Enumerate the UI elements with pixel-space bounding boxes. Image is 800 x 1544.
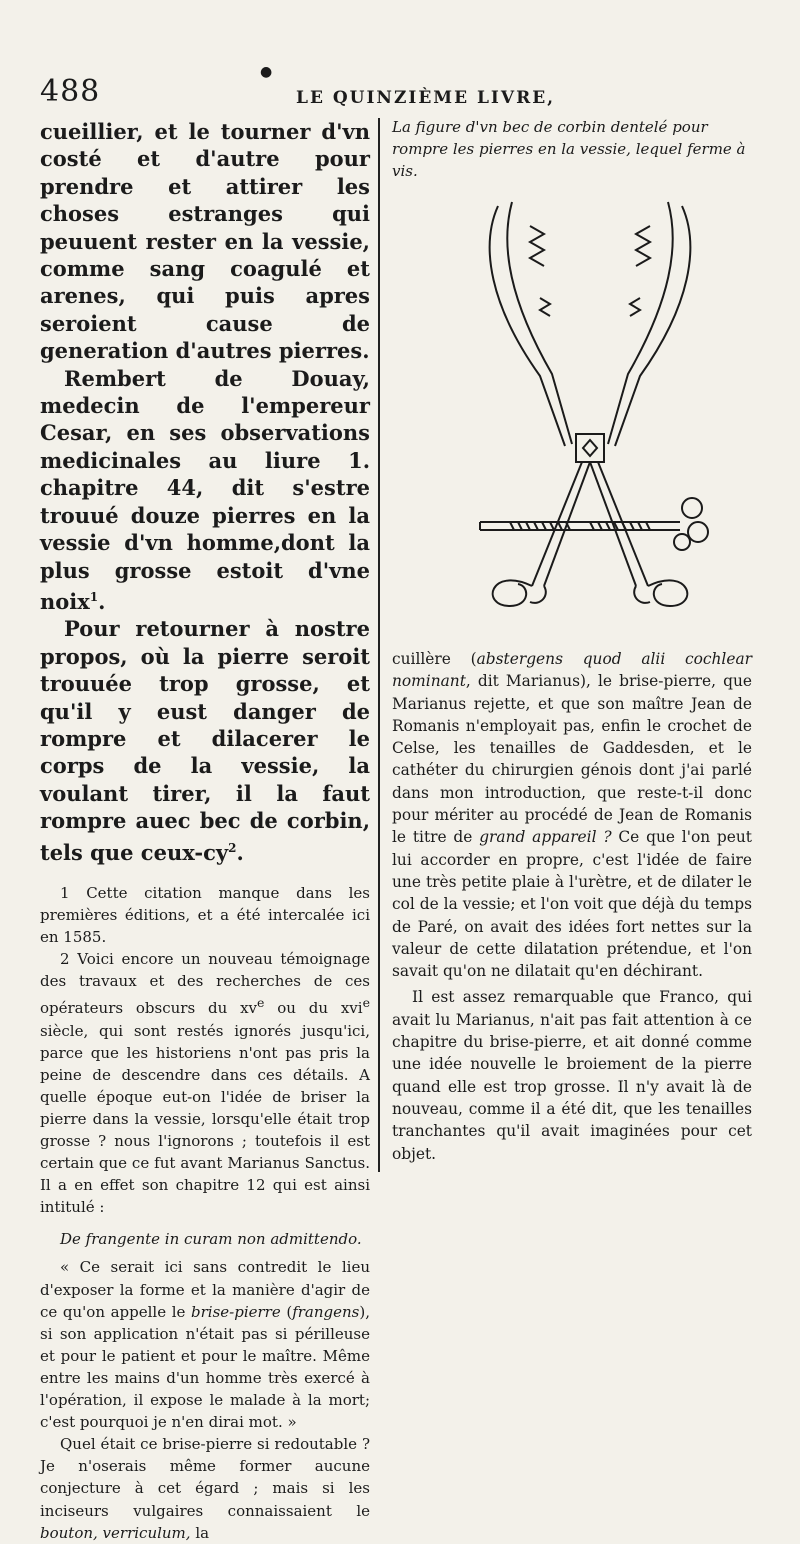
figure-caption: La figure d'vn bec de corbin dentelé pour rompre les pierres en la vessie, lequel ferme à vis. xyxy=(392,118,746,180)
footnote-2 xyxy=(40,948,370,1218)
footnote-1 xyxy=(40,882,370,948)
page-number: 488 xyxy=(40,74,101,109)
fn-last-a: Quel était ce brise-pierre si redoutable ? Je n'oserais même former aucune conjecture à cet égard ; mais si les inciseurs vulgaires connaissaient le xyxy=(40,1435,370,1520)
right-column-top xyxy=(392,116,752,616)
rp1-a: cuillère ( xyxy=(392,650,477,668)
footnote-2-text-c: siècle, qui sont restés ignorés jusqu'ici, parce que les historiens n'ont pas pris la peine de descendre dans ces détails. A quelle époque eut-on l'idée de briser la pierre dans la vessie, lorsqu'elle était trop grosse ? nous l'ignorons ; toutefois il est certain que ce fut avant Marianus Sanctus. Il a en effet son chapitre 12 qui est ainsi intitulé : xyxy=(40,1021,370,1217)
footnote-2-sup-1: e xyxy=(257,995,265,1011)
rp1-italic: abstergens quod alii cochlear nominant xyxy=(392,650,752,691)
footnote-2-text-b: ou du xvi xyxy=(264,999,363,1018)
fn-last-italic: bouton, verriculum, xyxy=(40,1523,191,1542)
page-header xyxy=(40,64,760,114)
quote-a: « Ce serait ici sans contredit le lieu d'exposer la forme et la manière d'agir de ce qu'on appelle le xyxy=(40,1258,370,1321)
chapter-title: De frangente in curam non admittendo. xyxy=(60,1230,362,1249)
quote-c: ), si son application n'était pas si périlleuse et pour le patient et pour le maître. Même entre les mains d'un homme très exercé à l'opération, il expose le malade à la mort; c'est pourquoi je n'en dirai mot. » xyxy=(40,1302,370,1432)
left-column xyxy=(40,118,370,1544)
paragraph-3-text: Pour retourner à nostre propos, où la pierre seroit trouuée trop grosse, et qu'il y eust danger de rompre et dilacerer le corps de la vessie, la voulant tirer, il la faut rompre auec bec de corbin, tels que ceux-cy xyxy=(40,616,370,865)
paragraph-2 xyxy=(40,365,370,616)
quote-b: ( xyxy=(280,1302,293,1321)
column-rule xyxy=(378,118,380,1172)
running-head: LE QUINZIÈME LIVRE, xyxy=(296,88,556,108)
paragraph-2-end: . xyxy=(98,588,106,614)
right-paragraph-2: Il est assez remarquable que Franco, qui avait lu Marianus, n'ait pas fait attention à ce chapitre du brise-pierre, et ait donné comme une idée nouvelle le broiement de la pierre quand elle est trop grosse. Il n'y avait là de nouveau, comme il a été dit, que les tenailles tranchantes qu'il avait imaginées pour cet objet. xyxy=(392,988,752,1163)
paragraph-1: cueillier, et le tourner d'vn costé et d'autre pour prendre et attirer les choses estranges qui peuuent rester en la vessie, comme sang coagulé et arenes, qui puis apres seroient cause de generation d'autres pierres. xyxy=(40,119,370,364)
main-text xyxy=(40,118,370,866)
footnote-2-num: 2 xyxy=(60,950,70,969)
bec-de-corbin-illustration xyxy=(470,186,710,616)
fn-last-b: la xyxy=(190,1523,210,1542)
forceps-figure xyxy=(470,186,710,616)
quote-italic-2: frangens xyxy=(292,1302,360,1321)
footnote-1-text: Cette citation manque dans les premières éditions, et a été intercalée ici en 1585. xyxy=(40,883,370,947)
footnotes xyxy=(40,882,370,1544)
right-column-text xyxy=(392,648,752,1165)
paragraph-3 xyxy=(40,615,370,866)
ink-dot: ● xyxy=(260,64,273,80)
footnote-ref-1: 1 xyxy=(89,589,99,604)
footnote-2-sup-2: e xyxy=(362,995,370,1011)
footnote-1-num: 1 xyxy=(60,883,70,902)
rp1-italic-2: grand appareil ? xyxy=(479,828,612,847)
footnote-ref-2: 2 xyxy=(228,840,237,855)
paragraph-3-end: . xyxy=(236,839,244,865)
right-paragraph-1 xyxy=(392,648,752,982)
footnote-2-continued xyxy=(40,1433,370,1543)
footnote-2-text-a: Voici encore un nouveau témoignage des travaux et des recherches de ces opérateurs obscurs du xv xyxy=(40,950,370,1018)
paragraph-2-text: Rembert de Douay, medecin de l'empereur Cesar, en ses observations medicinales au liure 1. chapitre 44, dit s'estre trouué douze pierres en la vessie d'vn homme,dont la plus grosse estoit d'vne noix xyxy=(40,365,370,614)
quote-italic-1: brise-pierre xyxy=(191,1302,281,1321)
rp1-c: Ce que l'on peut lui accorder en propre, c'est l'idée de faire une très petite plaie à l'urètre, et de dilater le col de la vessie; et l'on voit que déjà du temps de Paré, on avait des idées fort nettes sur la valeur de cette dilatation prétendue, et l'on savait qu'on ne dilatait qu'en déchirant. xyxy=(392,828,752,981)
rp1-b: , dit Marianus), le brise-pierre, que Marianus rejette, et que son maître Jean de Romanis n'employait pas, enfin le crochet de Celse, les tenailles de Gaddesden, et le cathéter du chirurgien génois dont j'ai parlé dans mon introduction, que reste-t-il donc pour mériter au procédé de Jean de Romanis le titre de xyxy=(392,672,752,847)
marianus-quote xyxy=(40,1256,370,1433)
